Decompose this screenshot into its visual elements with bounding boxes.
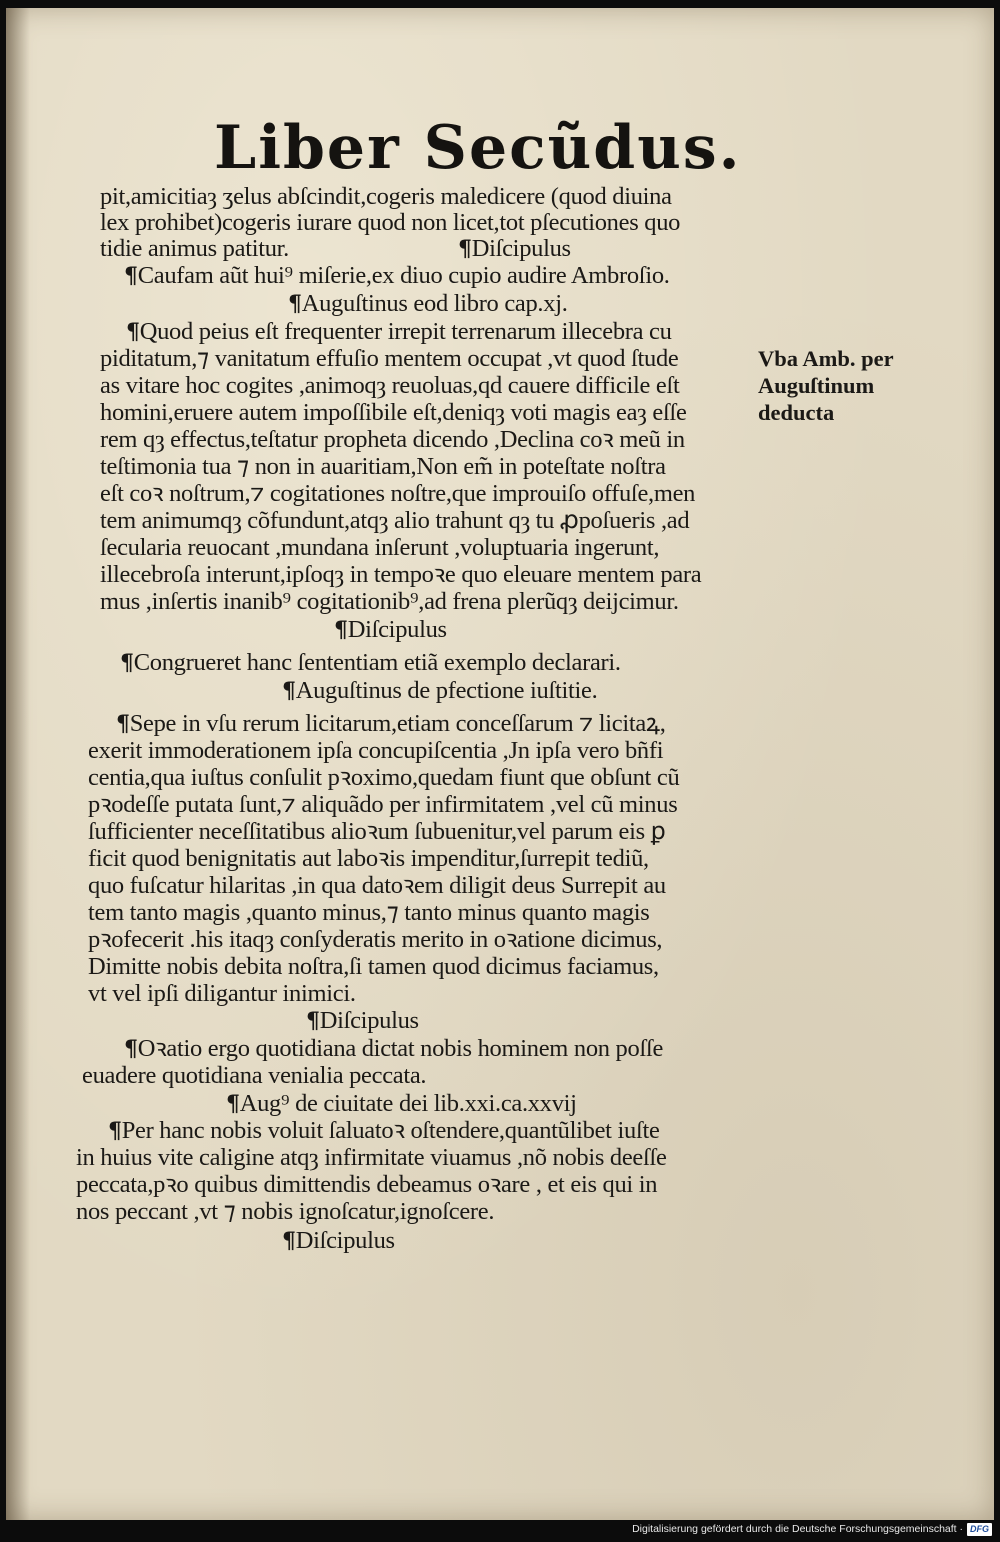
pilcrow-icon: ¶ <box>334 617 348 643</box>
answer-line: ¶Sepe in vſu rerum licitarum,etiam conceſſarum ⁊ licitaꝝ, <box>116 710 666 737</box>
answer-line: ¶Quod peius eſt frequenter irrepit terrenarum illecebra cu <box>126 318 672 345</box>
text-line: homini,eruere autem impoſſibile eſt,deniqȝ voti magis eaȝ eſſe <box>100 399 687 426</box>
speaker-heading: ¶Auguſtinus de pfectione iuſtitie. <box>282 677 598 704</box>
pilcrow-icon: ¶ <box>306 1008 320 1034</box>
text-line: rem qȝ effectus,teſtatur propheta dicendo ,Declina coꝛ meũ in <box>100 426 685 453</box>
speaker-heading: ¶Aug⁹ de ciuitate dei lib.xxi.ca.xxvij <box>226 1090 577 1117</box>
text-line: Dimitte nobis debita noſtra,ſi tamen quod dicimus faciamus, <box>88 953 659 980</box>
text-line: piditatum,⁊ vanitatum effuſio mentem occupat ,vt quod ſtude <box>100 345 679 372</box>
footer-credit: Digitalisierung gefördert durch die Deutsche Forschungsgemeinschaft · <box>632 1523 963 1535</box>
pilcrow-icon: ¶ <box>458 236 472 262</box>
speaker-heading: ¶Diſcipulus <box>334 616 447 643</box>
text-line: tem tanto magis ,quanto minus,⁊ tanto minus quanto magis <box>88 899 650 926</box>
speaker-heading: ¶Auguſtinus eod libro cap.xj. <box>288 290 568 317</box>
text-line: tidie animus patitur. <box>100 235 289 262</box>
text-line: pꝛodeſſe putata ſunt,⁊ aliquãdo per infirmitatem ,vel cũ minus <box>88 791 678 818</box>
pilcrow-icon: ¶ <box>288 291 302 317</box>
pilcrow-icon: ¶ <box>124 1036 138 1062</box>
text-line: vt vel ipſi diligantur inimici. <box>88 980 356 1007</box>
question-line: ¶Congrueret hanc ſententiam etiã exemplo declarari. <box>120 649 621 676</box>
question-line: ¶Caufam aũt hui⁹ miſerie,ex diuo cupio audire Ambroſio. <box>124 262 670 289</box>
running-header: Liber Secũdus. <box>214 113 742 183</box>
speaker-heading: ¶Diſcipulus <box>282 1227 395 1254</box>
text-line: as vitare hoc cogites ,animoqȝ reuoluas,qd cauere difficile eſt <box>100 372 680 399</box>
pilcrow-icon: ¶ <box>108 1118 122 1144</box>
text-line: lex prohibet)cogeris iurare quod non licet,tot pſecutiones quo <box>100 209 681 236</box>
text-line: illecebroſa interunt,ipſoqȝ in tempoꝛe quo eleuare mentem para <box>100 561 702 588</box>
answer-line: ¶Per hanc nobis voluit ſaluatoꝛ oſtendere,quantũlibet iuſte <box>108 1117 660 1144</box>
text-line: ſecularia reuocant ,mundana inſerunt ,voluptuaria ingerunt, <box>100 534 660 561</box>
pilcrow-icon: ¶ <box>282 678 296 704</box>
text-line: pit,amicitiaȝ ʒelus abſcindit,cogeris maledicere (quod diuina <box>100 183 672 210</box>
text-line: nos peccant ,vt ⁊ nobis ignoſcatur,ignoſcere. <box>76 1198 495 1225</box>
pilcrow-icon: ¶ <box>282 1228 296 1254</box>
pilcrow-icon: ¶ <box>120 650 134 676</box>
question-line: ¶Oꝛatio ergo quotidiana dictat nobis hominem non poſſe <box>124 1035 664 1062</box>
pilcrow-icon: ¶ <box>124 263 138 289</box>
margin-note-line: Vba Amb. per <box>758 346 894 371</box>
speaker-heading: ¶Diſcipulus <box>458 235 571 262</box>
text-line: euadere quotidiana venialia peccata. <box>82 1062 427 1089</box>
pilcrow-icon: ¶ <box>116 711 130 737</box>
digitization-footer <box>632 1520 992 1538</box>
text-line: ſufficienter neceſſitatibus alioꝛum ſubuenitur,vel parum eis ꝑ <box>88 818 666 845</box>
pilcrow-icon: ¶ <box>126 319 140 345</box>
text-line: teſtimonia tua ⁊ non in auaritiam,Non em̃ in poteſtate noſtra <box>100 453 666 480</box>
text-line: pꝛofecerit .his itaqȝ conſyderatis merito in oꝛatione dicimus, <box>88 926 663 953</box>
text-line: ficit quod benignitatis aut laboꝛis impenditur,ſurrepit tediũ, <box>88 845 649 872</box>
text-line: exerit immoderationem ipſa concupiſcentia ,Jn ipſa vero bñfi <box>88 737 664 764</box>
margin-note-line: deducta <box>758 400 835 425</box>
text-line: mus ,inſertis inanib⁹ cogitationib⁹,ad frena plerũqȝ deijcimur. <box>100 588 679 615</box>
pilcrow-icon: ¶ <box>226 1091 240 1117</box>
text-line: peccata,pꝛo quibus dimittendis debeamus oꝛare , et eis qui in <box>76 1171 658 1198</box>
speaker-heading: ¶Diſcipulus <box>306 1007 419 1034</box>
text-line: quo fuſcatur hilaritas ,in qua datoꝛem diligit deus Surrepit au <box>88 872 666 899</box>
text-line: eſt coꝛ noſtrum,⁊ cogitationes noſtre,que improuiſo offuſe,men <box>100 480 696 507</box>
book-page <box>6 8 994 1520</box>
dfg-logo: DFG <box>967 1523 992 1536</box>
text-line: tem animumqȝ cõfundunt,atqȝ alio trahunt qȝ tu ꝓpoſueris ,ad <box>100 507 690 534</box>
text-line: in huius vite caligine atqȝ infirmitate viuamus ,nõ nobis deeſſe <box>76 1144 667 1171</box>
page-gutter-shadow <box>6 8 30 1520</box>
margin-note-line: Auguſtinum <box>758 373 875 398</box>
text-line: centia,qua iuſtus conſulit pꝛoximo,quedam fiunt que obſunt cũ <box>88 764 680 791</box>
